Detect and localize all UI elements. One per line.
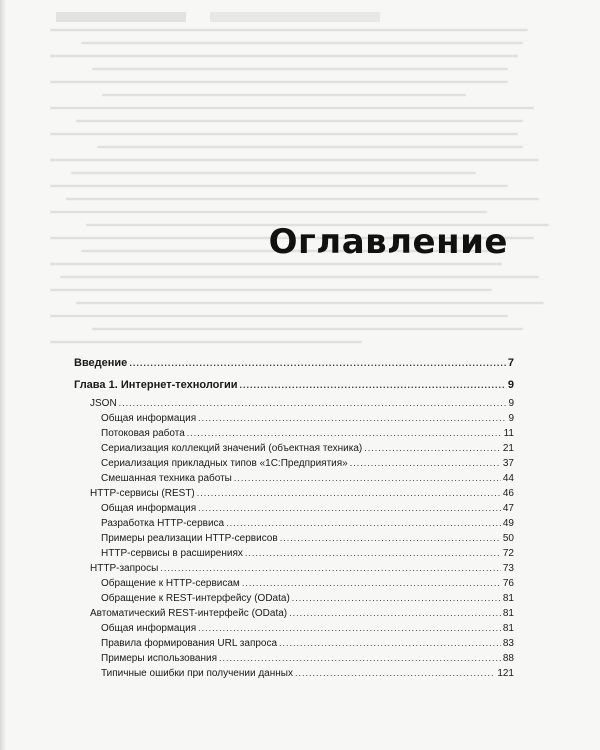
- bleed-through-text: [50, 18, 570, 348]
- toc-entry-page-number: 47: [502, 503, 514, 514]
- page-edge: [0, 0, 6, 750]
- toc-entry-page-number: 11: [503, 428, 514, 439]
- toc-entry: [74, 561, 514, 576]
- table-of-contents: [74, 352, 514, 681]
- toc-entry-title: Общая информация: [101, 413, 197, 424]
- toc-entry-page-number: 9: [508, 398, 514, 409]
- dot-leader: [119, 396, 507, 411]
- toc-entry-page-number: 73: [502, 563, 514, 574]
- dot-leader: [292, 591, 501, 606]
- toc-entry-title: Общая информация: [101, 623, 197, 634]
- dot-leader: [129, 352, 506, 374]
- toc-entry-title: Правила формирования URL запроса: [101, 638, 278, 649]
- toc-entry: [74, 651, 514, 666]
- dot-leader: [197, 486, 501, 501]
- toc-entry-page-number: 72: [502, 548, 514, 559]
- toc-entry: [74, 546, 514, 561]
- toc-entry-title: HTTP-запросы: [90, 563, 159, 574]
- toc-entry-title: Разработка HTTP-сервиса: [101, 518, 225, 529]
- toc-entry: [74, 396, 514, 411]
- toc-entry-title: Глава 1. Интернет-технологии: [74, 379, 238, 391]
- toc-entry-page-number: 9: [507, 379, 514, 391]
- toc-entry-title: HTTP-сервисы (REST): [90, 488, 195, 499]
- toc-entry: [74, 636, 514, 651]
- toc-entry-title: Потоковая работа: [101, 428, 185, 439]
- toc-entry-page-number: 7: [507, 357, 514, 369]
- toc-entry-title: Сериализация прикладных типов «1С:Предприятия»: [101, 458, 348, 469]
- dot-leader: [219, 651, 501, 666]
- toc-entry-page-number: 49: [502, 518, 514, 529]
- toc-entry-title: JSON: [90, 398, 117, 409]
- toc-entry-title: Обращение к REST-интерфейсу (OData): [101, 593, 290, 604]
- toc-entry: [74, 456, 514, 471]
- toc-entry: [74, 516, 514, 531]
- dot-leader: [279, 636, 501, 651]
- dot-leader: [240, 374, 506, 396]
- toc-entry: [74, 426, 514, 441]
- dot-leader: [187, 426, 502, 441]
- dot-leader: [364, 441, 501, 456]
- toc-entry-title: Типичные ошибки при получении данных: [101, 668, 293, 679]
- toc-entry-title: Сериализация коллекций значений (объектная техника): [101, 443, 363, 454]
- dot-leader: [198, 621, 501, 636]
- toc-entry: [74, 621, 514, 636]
- toc-entry-page-number: 46: [502, 488, 514, 499]
- dot-leader: [198, 411, 506, 426]
- toc-entry: [74, 576, 514, 591]
- dot-leader: [245, 546, 501, 561]
- toc-entry: [74, 411, 514, 426]
- toc-entry-page-number: 88: [502, 653, 514, 664]
- toc-entry-title: Автоматический REST-интерфейс (OData): [90, 608, 288, 619]
- dot-leader: [350, 456, 501, 471]
- toc-entry: [74, 486, 514, 501]
- toc-entry-page-number: 37: [502, 458, 514, 469]
- toc-entry-page-number: 81: [502, 608, 514, 619]
- toc-entry-title: HTTP-сервисы в расширениях: [101, 548, 243, 559]
- page-title: Оглавление: [268, 222, 508, 262]
- toc-entry-page-number: 76: [502, 578, 514, 589]
- toc-entry: [74, 666, 514, 681]
- toc-entry-title: Общая информация: [101, 503, 197, 514]
- toc-entry-page-number: 81: [502, 623, 514, 634]
- toc-entry-page-number: 83: [502, 638, 514, 649]
- dot-leader: [234, 471, 501, 486]
- toc-entry-title: Примеры использования: [101, 653, 218, 664]
- toc-entry-page-number: 81: [502, 593, 514, 604]
- toc-entry-title: Обращение к HTTP-сервисам: [101, 578, 240, 589]
- toc-entry-title: Введение: [74, 357, 128, 369]
- toc-entry: [74, 352, 514, 374]
- toc-entry: [74, 531, 514, 546]
- toc-entry: [74, 591, 514, 606]
- toc-entry-page-number: 50: [502, 533, 514, 544]
- dot-leader: [226, 516, 501, 531]
- toc-entry-page-number: 21: [502, 443, 514, 454]
- toc-entry: [74, 471, 514, 486]
- dot-leader: [289, 606, 501, 621]
- toc-entry-page-number: 9: [508, 413, 514, 424]
- dot-leader: [295, 666, 495, 681]
- toc-entry: [74, 441, 514, 456]
- toc-entry: [74, 374, 514, 396]
- toc-entry: [74, 501, 514, 516]
- toc-entry-page-number: 121: [497, 668, 514, 679]
- toc-entry-title: Примеры реализации HTTP-сервисов: [101, 533, 278, 544]
- dot-leader: [198, 501, 501, 516]
- dot-leader: [242, 576, 501, 591]
- toc-entry-title: Смешанная техника работы: [101, 473, 232, 484]
- dot-leader: [280, 531, 501, 546]
- dot-leader: [160, 561, 501, 576]
- toc-entry: [74, 606, 514, 621]
- toc-entry-page-number: 44: [502, 473, 514, 484]
